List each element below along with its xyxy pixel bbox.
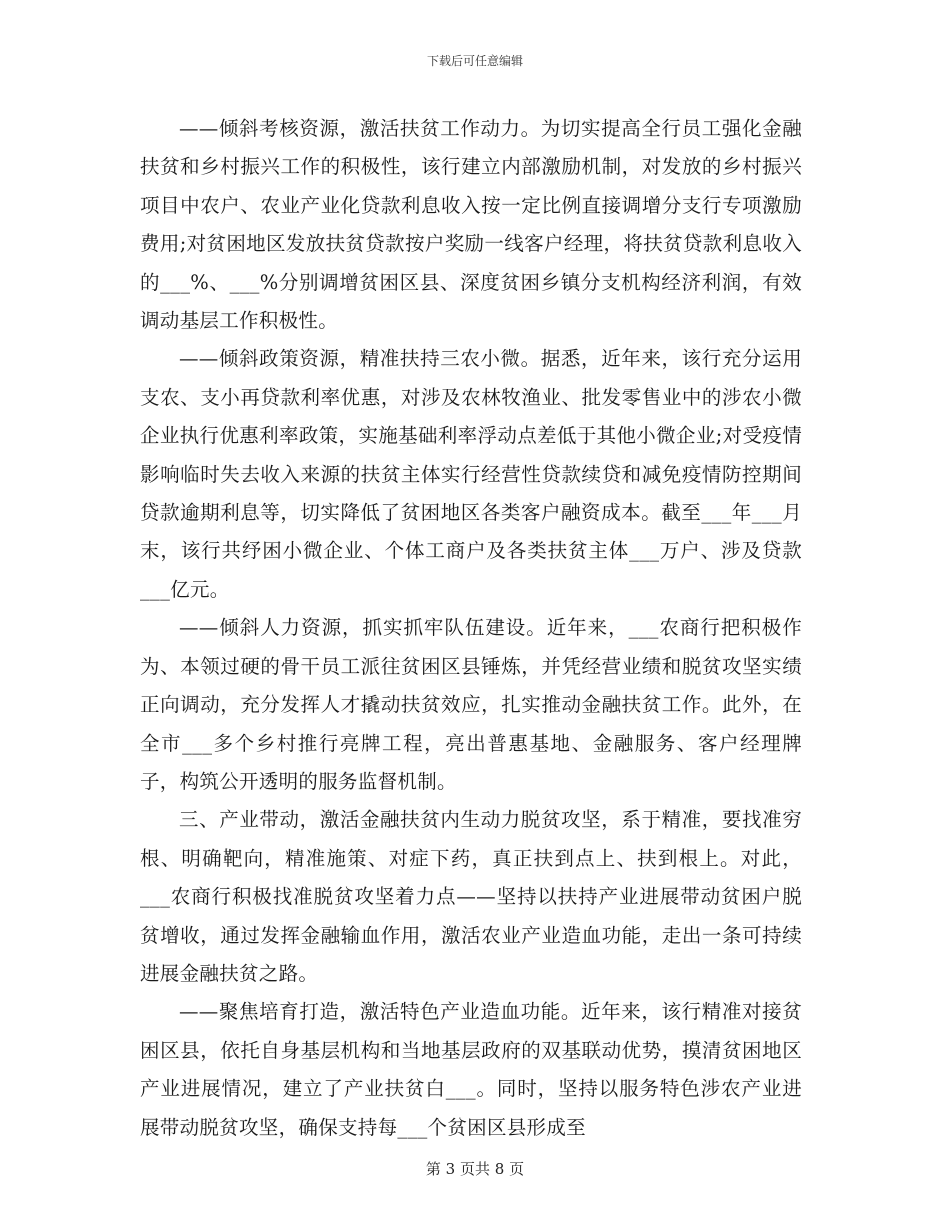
paragraph-industry-driven: 三、产业带动，激活金融扶贫内生动力脱贫攻坚，系于精准，要找准穷根、明确靶向，精准施策、对症下药，真正扶到点上、扶到根上。对此，___农商行积极找准脱贫攻坚着力点——坚持以扶持产业进展带动贫困户脱贫增收，通过发挥金融输血作用，激活农业产业造血功能，走出一条可持续进展金融扶贫之路。 bbox=[140, 808, 802, 985]
paragraph-policy-resources: ——倾斜政策资源，精准扶持三农小微。据悉，近年来，该行充分运用支农、支小再贷款利率优惠，对涉及农林牧渔业、批发零售业中的涉农小微企业执行优惠利率政策，实施基础利率浮动点差低于其他小微企业;对受疫情影响临时失去收入来源的扶贫主体实行经营性贷款续贷和减免疫情防控期间贷款逾期利息等，切实降低了贫困地区各类客户融资成本。截至___年___月末，该行共纾困小微企业、个体工商户及各类扶贫主体___万户、涉及贷款___亿元。 bbox=[140, 347, 802, 601]
paragraph-assessment-resources: ——倾斜考核资源，激活扶贫工作动力。为切实提高全行员工强化金融扶贫和乡村振兴工作的积极性，该行建立内部激励机制，对发放的乡村振兴项目中农户、农业产业化贷款利息收入按一定比例直接调增分支行专项激励费用;对贫困地区发放扶贫贷款按户奖励一线客户经理，将扶贫贷款利息收入的___%、___%分别调增贫困区县、深度贫困乡镇分支机构经济利润，有效调动基层工作积极性。 bbox=[140, 117, 802, 333]
paragraph-featured-industry: ——聚焦培育打造，激活特色产业造血功能。近年来，该行精准对接贫困区县，依托自身基层机构和当地基层政府的双基联动优势，摸清贫困地区产业进展情况，建立了产业扶贫白___。同时，坚持以服务特色涉农产业进展带动脱贫攻坚，确保支持每___个贫困区县形成至 bbox=[140, 1000, 802, 1139]
paragraph-human-resources: ——倾斜人力资源，抓实抓牢队伍建设。近年来，___农商行把积极作为、本领过硬的骨干员工派往贫困区县锤炼，并凭经营业绩和脱贫攻坚实绩正向调动，充分发挥人才撬动扶贫效应，扎实推动金融扶贫工作。此外，在全市___多个乡村推行亮牌工程，亮出普惠基地、金融服务、客户经理牌子，构筑公开透明的服务监督机制。 bbox=[140, 616, 802, 793]
page-footer: 第 3 页共 8 页 bbox=[425, 1160, 525, 1178]
page-header: 下载后可任意编辑 bbox=[426, 54, 523, 68]
document-body bbox=[140, 110, 802, 1147]
